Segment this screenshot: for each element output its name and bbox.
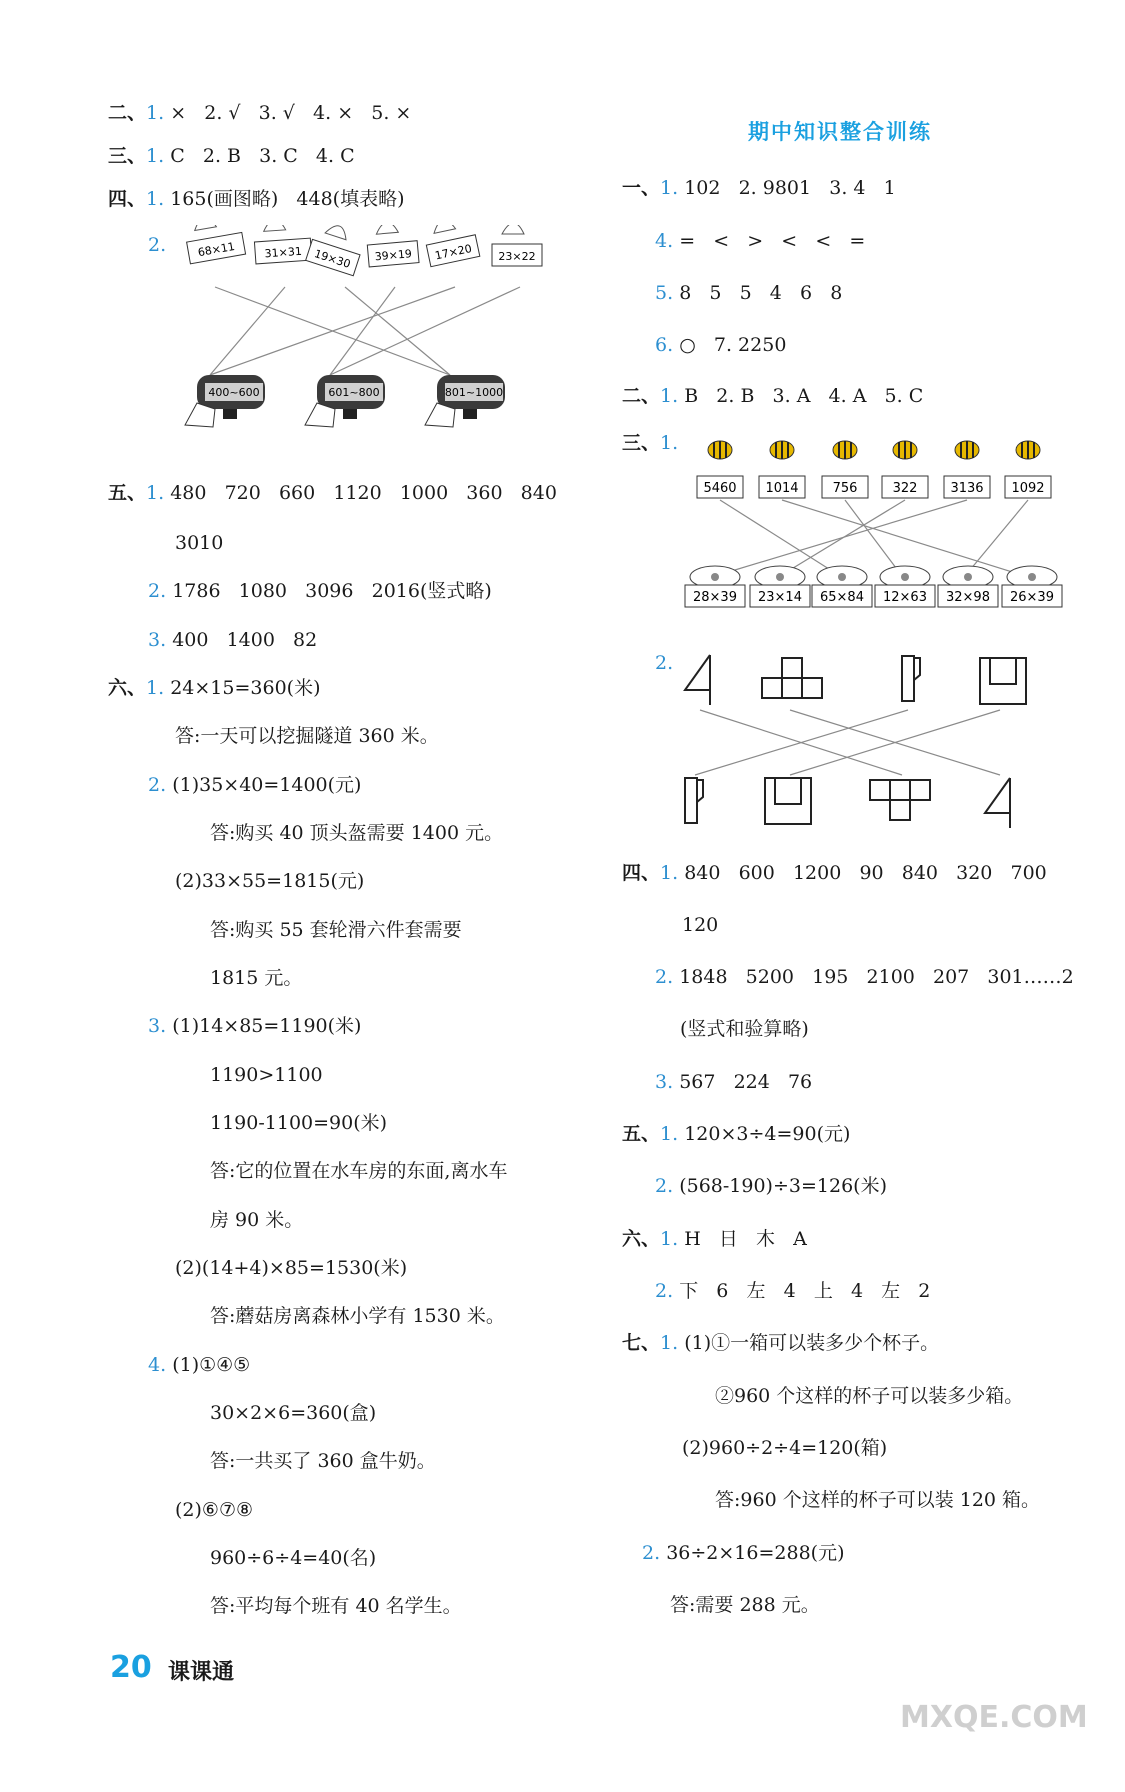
svg-text:3136: 3136 [950, 481, 984, 496]
r-item-4-2-note: (竖式和验算略) [680, 1018, 809, 1040]
svg-text:31×31: 31×31 [264, 244, 303, 261]
dove-card [253, 225, 312, 264]
dove-mailbox-diagram [180, 225, 580, 465]
bottom-shape-3 [870, 780, 930, 820]
r-section-4-line-1: 四、1. 840 600 1200 90 840 320 700 [622, 862, 1047, 884]
answer-text: 答:一共买了 360 盒牛奶。 [210, 1450, 436, 1472]
r-item-6-2: 2. 下 6 左 4 上 4 左 2 [655, 1280, 931, 1302]
bee-card [822, 441, 868, 498]
svg-text:39×19: 39×19 [374, 247, 413, 264]
top-shape-2 [762, 658, 822, 698]
section-5-line-3: 3. 400 1400 82 [148, 629, 318, 651]
svg-text:65×84: 65×84 [820, 590, 864, 605]
mailbox-row [185, 375, 505, 427]
svg-text:400~600: 400~600 [208, 386, 260, 399]
bee-row [697, 441, 1051, 498]
bee-flower-diagram [680, 438, 1090, 616]
r-section-2-line: 二、1. B 2. B 3. A 4. A 5. C [622, 385, 924, 407]
section-label: 二、 [108, 102, 147, 124]
dove-card [492, 225, 542, 266]
r-section-6-line-1: 六、1. H 日 木 A [622, 1228, 807, 1250]
r-item-7-1-line-2: ②960 个这样的杯子可以装多少箱。 [715, 1385, 1024, 1407]
item-6-3-b: (2)(14+4)×85=1530(米) [175, 1257, 408, 1279]
answer-text: 房 90 米。 [210, 1209, 304, 1231]
svg-text:756: 756 [832, 481, 858, 496]
match-line [965, 500, 1028, 576]
section-4-line: 四、1. 165(画图略) 448(填表略) [108, 188, 405, 210]
match-line [330, 287, 520, 375]
svg-text:1014: 1014 [765, 481, 799, 496]
calc-line: 960÷6÷4=40(名) [210, 1547, 377, 1569]
bottom-shape-4 [985, 778, 1010, 828]
top-shape-1 [685, 655, 710, 705]
svg-text:32×98: 32×98 [946, 590, 990, 605]
flower-row [685, 566, 1062, 607]
bottom-shape-2 [765, 778, 811, 824]
mailbox [425, 375, 505, 427]
section-heading: 期中知识整合训练 [748, 120, 932, 144]
svg-text:322: 322 [892, 481, 918, 496]
answer-text: 答:蘑菇房离森林小学有 1530 米。 [210, 1305, 505, 1327]
answer-text: 答:它的位置在水车房的东面,离水车 [210, 1160, 508, 1182]
answer-text: 答:购买 40 顶头盔需要 1400 元。 [210, 822, 504, 844]
r-item-1-6: 6. ○ 7. 2250 [655, 334, 787, 356]
r-item-7-2: 2. 36÷2×16=288(元) [642, 1542, 845, 1564]
r-section-7-line-1: 七、1. (1)①一箱可以装多少个杯子。 [622, 1332, 940, 1354]
section-6-line-1: 六、1. 24×15=360(米) [108, 677, 321, 699]
calc-line: 1190-1100=90(米) [210, 1112, 388, 1134]
item-6-4: 4. (1)①④⑤ [148, 1354, 251, 1376]
shape-views-diagram [680, 650, 1080, 835]
r-item-4-2: 2. 1848 5200 195 2100 207 301……2 [655, 966, 1074, 988]
bee-card [944, 441, 990, 498]
answer-text: 答:平均每个班有 40 名学生。 [210, 1595, 462, 1617]
match-line [782, 500, 1025, 576]
item-4-2-number: 2. [148, 234, 167, 256]
answer-text: 1815 元。 [210, 967, 303, 989]
dove-card [306, 225, 367, 276]
bee-card [697, 441, 743, 498]
flower-card [938, 566, 998, 607]
bee-card [882, 441, 928, 498]
r-item-5-2: 2. (568-190)÷3=126(米) [655, 1175, 887, 1197]
svg-text:23×22: 23×22 [498, 250, 536, 263]
flower-card [1002, 566, 1062, 607]
svg-text:28×39: 28×39 [693, 590, 737, 605]
match-line [720, 500, 840, 576]
r-item-1-4: 4. = < > < < = [655, 230, 866, 252]
item-6-2-b: (2)33×55=1815(元) [175, 870, 365, 892]
section-3-line: 三、1. C 2. B 3. C 4. C [108, 145, 355, 167]
flower-card [685, 566, 745, 607]
r-item-3-2-number: 2. [655, 652, 674, 674]
r-item-1-5: 5. 8 5 5 4 6 8 [655, 282, 843, 304]
svg-text:23×14: 23×14 [758, 590, 802, 605]
section-5-line-1: 五、1. 480 720 660 1120 1000 360 840 [108, 482, 557, 504]
section-5-line-1-cont: 3010 [175, 532, 224, 554]
answer-text: 答:一天可以挖掘隧道 360 米。 [175, 725, 439, 747]
item-6-4-b: (2)⑥⑦⑧ [175, 1499, 254, 1521]
calc-line: 30×2×6=360(盒) [210, 1402, 377, 1424]
dove-card [183, 225, 246, 264]
bee-card [1005, 441, 1051, 498]
answer-text: 答:需要 288 元。 [670, 1594, 820, 1616]
brand-name: 课课通 [168, 1660, 235, 1685]
svg-text:601~800: 601~800 [328, 386, 380, 399]
page-number: 20 [110, 1650, 152, 1685]
flower-card [875, 566, 935, 607]
section-5-line-2: 2. 1786 1080 3096 2016(竖式略) [148, 580, 492, 602]
r-section-5-line-1: 五、1. 120×3÷4=90(元) [622, 1123, 851, 1145]
match-line [695, 710, 908, 775]
flower-card [750, 566, 810, 607]
dove-card [422, 225, 480, 267]
match-line [715, 500, 967, 576]
dove-card [365, 225, 419, 267]
svg-text:68×11: 68×11 [196, 239, 236, 260]
svg-text:5460: 5460 [703, 481, 737, 496]
r-item-7-1-line-3: (2)960÷2÷4=120(箱) [682, 1437, 888, 1459]
top-shape-3 [902, 656, 920, 701]
r-section-1-line: 一、1. 102 2. 9801 3. 4 1 [622, 177, 896, 199]
dove-row [183, 225, 542, 276]
svg-text:17×20: 17×20 [433, 241, 473, 263]
r-section-3-line: 三、1. [622, 432, 679, 454]
svg-text:801~1000: 801~1000 [444, 386, 504, 399]
svg-text:12×63: 12×63 [883, 590, 927, 605]
bottom-shape-1 [685, 778, 703, 823]
mailbox [185, 375, 265, 427]
match-line [845, 500, 902, 576]
watermark: MXQE.COM [900, 1700, 1088, 1735]
section-2-line: 二、1. × 2. √ 3. √ 4. × 5. × [108, 102, 412, 124]
svg-text:1092: 1092 [1011, 481, 1045, 496]
mailbox [305, 375, 385, 427]
bee-card [759, 441, 805, 498]
top-shape-4 [980, 658, 1026, 704]
answer-text: 答:960 个这样的杯子可以装 120 箱。 [715, 1489, 1041, 1511]
calc-line: 1190>1100 [210, 1064, 323, 1086]
svg-text:19×30: 19×30 [312, 247, 353, 271]
svg-text:26×39: 26×39 [1010, 590, 1054, 605]
match-line [330, 287, 395, 375]
match-line [345, 287, 450, 375]
r-item-4-3: 3. 567 224 76 [655, 1071, 813, 1093]
item-6-2: 2. (1)35×40=1400(元) [148, 774, 362, 796]
item-6-3: 3. (1)14×85=1190(米) [148, 1015, 362, 1037]
r-section-4-line-1-cont: 120 [682, 914, 719, 936]
flower-card [812, 566, 872, 607]
answer-text: 答:购买 55 套轮滑六件套需要 [210, 919, 462, 941]
